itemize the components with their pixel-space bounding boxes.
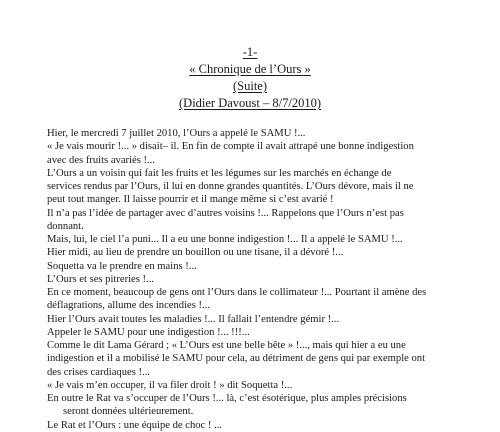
text-line: Comme le dit Lama Gérard ; « L’Ours est une belle bête » !..., mais qui hier a eu une bbox=[47, 340, 406, 351]
text-line: Soquetta va le prendre en mains !... bbox=[47, 260, 197, 272]
text-line: Hier l’Ours avait toutes les maladies !... Il fallait l’entendre gémir !... bbox=[47, 313, 340, 325]
text-line: services rendus par l’Ours, il lui en donne grandes quantités. L’Ours dévore, mais il ne bbox=[47, 181, 414, 192]
document-header bbox=[0, 44, 500, 112]
text-line: des crises cardiaques !... bbox=[47, 366, 150, 378]
chronicle-body bbox=[47, 127, 487, 432]
text-line: L’Ours a un voisin qui fait les fruits et les légumes sur les marchés en échange de bbox=[47, 167, 392, 179]
author-date: (Didier Davoust – 8/7/2010) bbox=[179, 96, 321, 110]
text-line: indigestion et il a mobilisé le SAMU pour cela, au détriment de gens qui par exemple ont bbox=[47, 353, 426, 365]
text-line: déflagrations, allume des incendies !... bbox=[47, 300, 210, 312]
text-line: Hier, le mercredi 7 juillet 2010, l’Ours a appelé le SAMU !... bbox=[47, 128, 306, 139]
text-line: donnant. bbox=[47, 220, 84, 232]
chronicle-title: « Chronique de l’Ours » bbox=[189, 62, 311, 76]
text-line: L’Ours et ses pitreries !... bbox=[47, 273, 154, 285]
text-line: Appeler le SAMU pour une indigestion !... !!!... bbox=[47, 326, 250, 338]
text-line: Hier midi, au lieu de prendre un bouillon ou une tisane, il a dévoré !... bbox=[47, 247, 344, 259]
text-line: avec des fruits avariés !... bbox=[47, 154, 155, 166]
text-line: Le Rat et l’Ours : une équipe de choc ! ... bbox=[47, 419, 223, 431]
text-line: « Je vais mourir !... » disait– il. En fin de compte il avait attrapé une bonne indigestion bbox=[47, 141, 414, 153]
text-line: seront données ultérieurement. bbox=[63, 406, 194, 418]
page-number: -1- bbox=[242, 45, 258, 59]
text-line: En outre le Rat va s’occuper de l’Ours !... là, c’est ésotérique, plus amples précisions bbox=[47, 393, 407, 404]
text-line: « Je vais m’en occuper, il va filer droit ! » dit Soquetta !... bbox=[47, 379, 293, 391]
text-line: Mais, lui, le ciel l’a puni... Il a eu une bonne indigestion !... Il a appelé le SAMU !... bbox=[47, 234, 403, 245]
text-line: peut tout manger. Il laisse pourrir et il mange même si c’est avarié ! bbox=[47, 194, 334, 206]
chronicle-subtitle: (Suite) bbox=[232, 79, 268, 93]
text-line: Il n’a pas l’idée de partager avec d’autres voisins !... Rappelons que l’Ours n’est pas bbox=[47, 207, 404, 219]
text-line: En ce moment, beaucoup de gens ont l’Ours dans le collimateur !... Pourtant il amène des bbox=[47, 287, 427, 298]
